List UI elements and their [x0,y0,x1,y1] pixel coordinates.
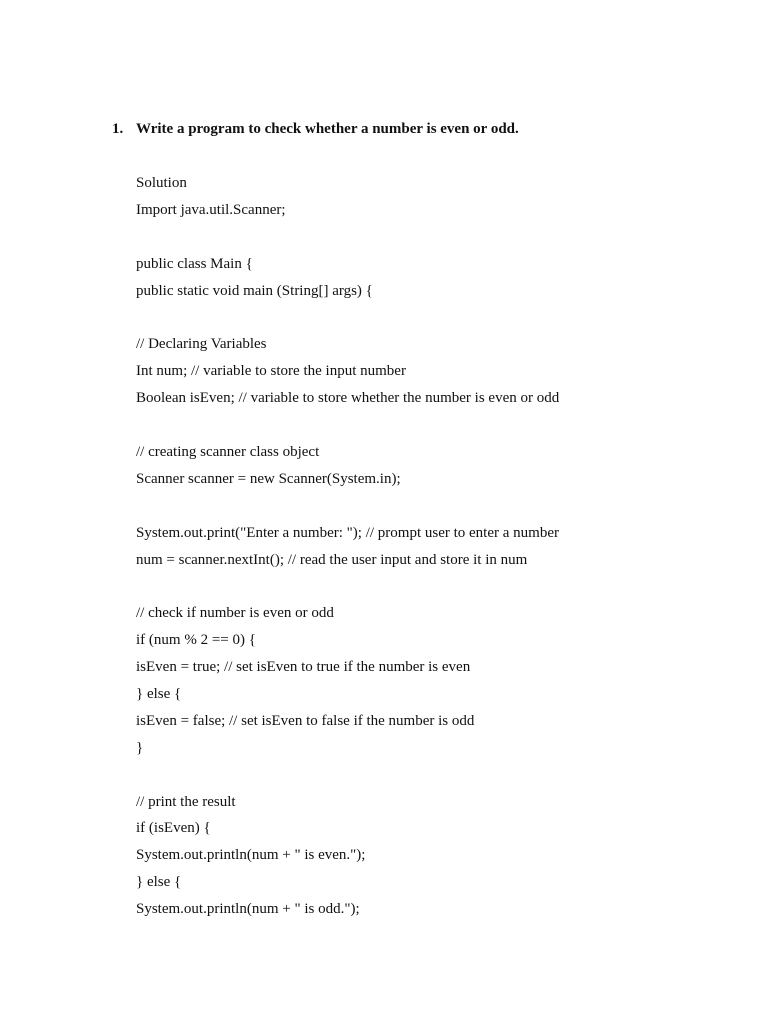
code-line: System.out.print("Enter a number: "); // prompt user to enter a number [136,524,559,541]
code-line: // Declaring Variables [136,336,267,353]
code-block [136,200,559,926]
code-line: Int num; // variable to store the input number [136,363,406,380]
code-line: if (num % 2 == 0) { [136,632,256,649]
code-line: isEven = true; // set isEven to true if the number is even [136,659,471,676]
code-line [136,227,559,254]
code-line [136,308,559,335]
code-line: if (isEven) { [136,820,211,837]
question-text: Write a program to check whether a number is even or odd. [136,121,519,137]
code-line: } [136,739,144,756]
code-line: isEven = false; // set isEven to false if the number is odd [136,712,475,729]
code-line: // print the result [136,793,236,810]
code-line [136,415,559,442]
code-line: // check if number is even or odd [136,605,334,622]
code-line: Import java.util.Scanner; [136,202,286,218]
code-line: Scanner scanner = new Scanner(System.in); [136,470,401,487]
code-line: System.out.println(num + " is odd."); [136,901,360,918]
code-line: public class Main { [136,255,253,272]
question-number: 1. [112,121,124,137]
code-line: public static void main (String[] args) { [136,282,373,299]
code-line [136,576,559,603]
code-line: System.out.println(num + " is even."); [136,847,366,864]
question-heading [112,119,519,139]
code-line: Boolean isEven; // variable to store whether the number is even or odd [136,390,560,407]
code-line [136,765,559,792]
solution-label: Solution [136,175,187,191]
code-line: // creating scanner class object [136,444,320,461]
code-line: num = scanner.nextInt(); // read the user input and store it in num [136,551,528,568]
code-line: } else { [136,874,182,891]
code-line: } else { [136,686,182,703]
code-line [136,496,559,523]
